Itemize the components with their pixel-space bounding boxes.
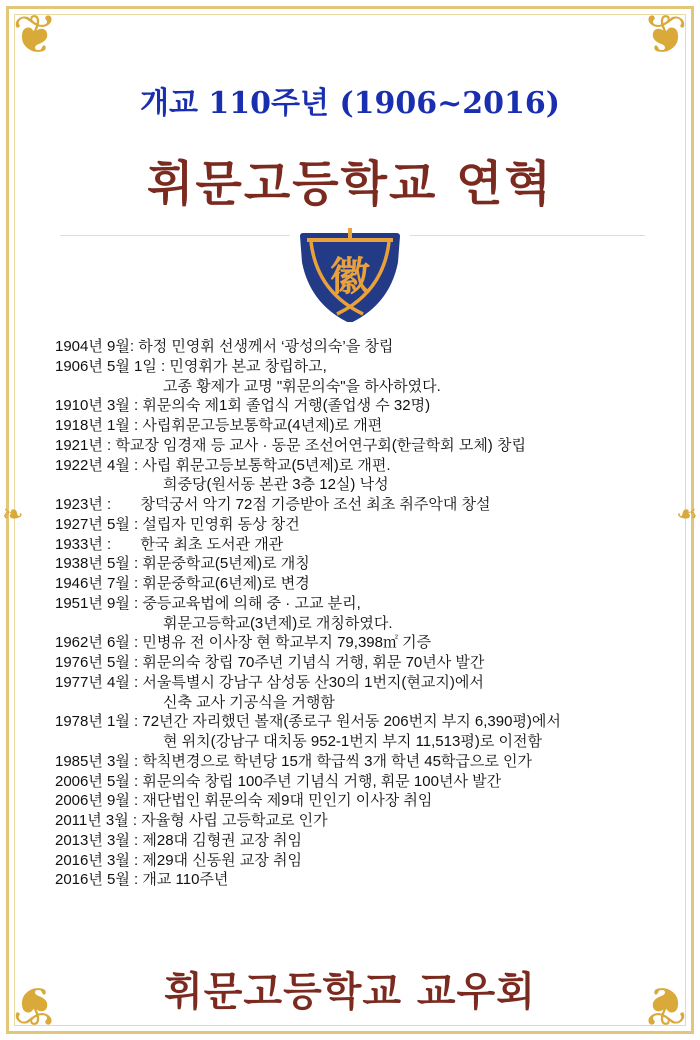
history-entry-continuation [55,475,665,495]
entry-text: 72년간 자리했던 볼재(종로구 원서동 206번지 부지 6,390평)에서 [142,713,561,731]
side-ornament-icon: ❧ [676,500,698,530]
history-entry [55,554,665,574]
entry-text: 하정 민영휘 선생께서 ‘광성의숙’을 창립 [138,338,394,355]
history-entry [55,831,665,851]
entry-date: 1951년 9월 : [55,594,143,612]
history-entry [55,712,665,732]
side-ornament-icon: ❧ [2,500,24,530]
history-list [55,337,665,890]
entry-text: 자율형 사립 고등학교로 인가 [141,812,328,829]
entry-text: 휘문고등학교(3년제)로 개칭하였다. [163,614,393,632]
entry-date: 1922년 4월 : [55,456,143,474]
history-entry [55,515,665,535]
history-entry [55,456,665,476]
alumni-association-footer: 휘문고등학교 교우회 [164,968,536,1015]
history-entry [55,495,665,515]
entry-text: 한국 최초 도서관 개관 [140,535,284,553]
history-entry-continuation [55,732,665,752]
history-entry [55,673,665,693]
entry-date: 1910년 3월 : [55,397,143,415]
page-title: 휘문고등학교 연혁 [147,156,553,212]
history-entry [55,436,665,456]
entry-text: 창덕궁서 악기 72점 기증받아 조선 최초 취주악대 창설 [140,496,491,513]
entry-text: 희중당(원서동 본관 3층 12실) 낙성 [163,476,389,494]
entry-text: 설립자 민영휘 동상 창건 [142,515,300,533]
entry-date: 1923년 : [55,496,141,513]
history-entry-continuation [55,614,665,634]
history-entry [55,851,665,871]
entry-text: 학교장 임경재 등 교사 · 동문 조선어연구회(한글학회 모체) 창립 [115,436,526,454]
emblem-character: 徽 [330,254,370,300]
entry-date: 1904년 9월: [55,338,139,355]
corner-ornament-icon: ❦ [642,974,688,1037]
entry-date: 1977년 4월 : [55,673,143,691]
history-entry [55,653,665,673]
entry-text: 학칙변경으로 학년당 15개 학급씩 3개 학년 45학급으로 인가 [142,752,533,770]
history-entry [55,535,665,555]
entry-date: 1985년 3월 : [55,752,143,770]
history-entry [55,574,665,594]
entry-date: 2006년 9월 : [55,792,143,810]
school-emblem [295,222,405,322]
history-entry [55,772,665,792]
entry-text: 민병유 전 이사장 현 학교부지 79,398㎡ 기증 [142,634,432,652]
anniversary-subtitle: 개교 110주년 (1906~2016) [140,86,560,121]
history-entry [55,357,665,377]
entry-text: 신축 교사 기공식을 거행함 [163,693,335,711]
corner-ornament-icon: ❦ [12,3,58,66]
entry-text: 제28대 김형권 교장 취임 [142,831,302,849]
entry-date: 1946년 7월 : [55,575,143,592]
entry-text: 서울특별시 강남구 삼성동 산30의 1번지(현교지)에서 [142,673,484,691]
history-entry-continuation [55,377,665,397]
entry-date: 1933년 : [55,535,141,553]
entry-date: 1978년 1월 : [55,713,143,731]
history-entry [55,791,665,811]
history-entry [55,594,665,614]
entry-date: 2013년 3월 : [55,831,143,849]
divider [410,235,645,236]
entry-text: 재단법인 휘문의숙 제9대 민인기 이사장 취임 [142,792,433,810]
entry-text: 휘문의숙 제1회 졸업식 거행(졸업생 수 32명) [142,397,431,415]
history-entry-continuation [55,693,665,713]
entry-date: 1927년 5월 : [55,515,143,533]
entry-date: 2006년 5월 : [55,772,143,790]
entry-text: 사립휘문고등보통학교(4년제)로 개편 [142,417,383,434]
history-entry [55,870,665,890]
corner-ornament-icon: ❦ [12,974,58,1037]
entry-date: 1938년 5월 : [55,555,143,573]
entry-text: 개교 110주년 [142,871,229,889]
entry-date: 1918년 1월 : [55,417,143,434]
entry-text: 휘문의숙 창립 70주년 기념식 거행, 휘문 70년사 발간 [142,654,485,671]
entry-text: 고종 황제가 교명 "휘문의숙"을 하사하였다. [163,377,441,395]
entry-text: 휘문중학교(6년제)로 변경 [142,575,310,592]
entry-text: 현 위치(강남구 대치동 952-1번지 부지 11,513평)로 이전함 [163,733,542,750]
history-entry [55,416,665,436]
history-entry [55,396,665,416]
history-entry [55,337,665,357]
entry-text: 중등교육법에 의해 중 · 고교 분리, [142,594,361,612]
entry-date: 1906년 5월 1일 : [55,357,170,375]
entry-text: 민영휘가 본교 창립하고, [169,357,327,375]
history-entry [55,752,665,772]
entry-date: 2016년 3월 : [55,851,143,869]
corner-ornament-icon: ❦ [642,3,688,66]
entry-text: 휘문중학교(5년제)로 개칭 [142,555,310,573]
entry-date: 1976년 5월 : [55,654,143,671]
entry-text: 제29대 신동원 교장 취임 [142,851,302,869]
entry-date: 2016년 5월 : [55,871,143,889]
entry-text: 휘문의숙 창립 100주년 기념식 거행, 휘문 100년사 발간 [142,772,502,790]
entry-date: 1921년 : [55,436,116,454]
entry-date: 2011년 3월 : [55,812,142,829]
history-entry [55,633,665,653]
history-entry [55,811,665,831]
entry-text: 사립 휘문고등보통학교(5년제)로 개편. [142,456,391,474]
divider [60,235,290,236]
entry-date: 1962년 6월 : [55,634,143,652]
